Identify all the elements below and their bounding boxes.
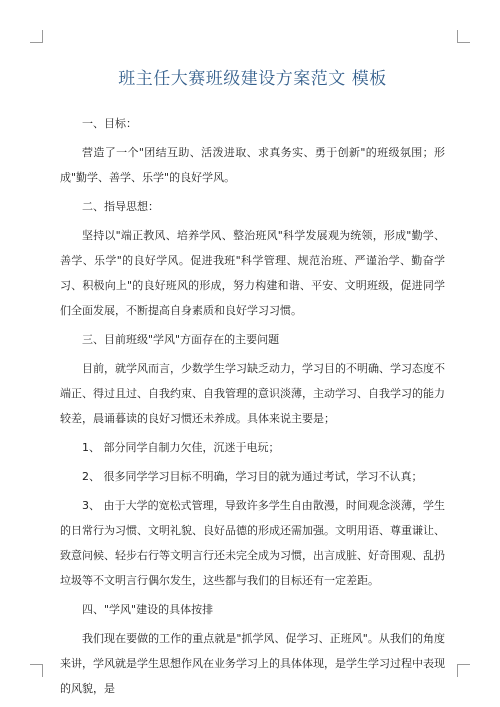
heading-goals: 一、目标： [82, 117, 137, 130]
document-body [60, 64, 445, 701]
page-corner-mark-bottom-left [30, 664, 43, 677]
page-corner-mark-top-left [30, 30, 43, 43]
document-title: 班主任大赛班级建设方案范文 模板 [118, 69, 387, 89]
list-item-2: 2、 很多同学学习目标不明确，学习目的就为通过考试，学习不认真； [82, 470, 423, 483]
page-corner-mark-top-right [457, 30, 470, 43]
list-item-1: 1、 部分同学自制力欠佳，沉迷于电玩； [82, 441, 280, 454]
heading-arrangements: 四、"学风"建设的具体按排 [82, 603, 214, 616]
page-corner-mark-bottom-right [457, 664, 470, 677]
heading-guiding-ideology: 二、指导思想： [82, 200, 159, 213]
paragraph-goals: 营造了一个"团结互助、活泼进取、求真务实、勇于创新"的班级氛围；形成"勤学、善学、乐学"的良好学风。 [60, 146, 445, 184]
paragraph-guiding-ideology: 坚持以"端正教风、培养学风、整治班风"科学发展观为统领，形成"勤学、善学、乐学"的良好学风。促进我班"科学管理、规范治班、严谨治学、勤奋学习、积极向上"的良好班风的形成，努力构建和谐、平安、文明班级，促进同学们全面发展，不断提高自身素质和良好学习习惯。 [60, 229, 445, 317]
paragraph-current-problems: 目前，就学风而言，少数学生学习缺乏动力，学习目的不明确、学习态度不端正、得过且过、自我约束、自我管理的意识淡薄，主动学习、自我学习的能力较差，晨诵暮读的良好习惯还未养成。具体来说主要是； [60, 362, 445, 425]
list-item-3: 3、 由于大学的宽松式管理，导致许多学生自由散漫，时间观念淡薄，学生的日常行为习惯、文明礼貌、良好品德的形成还需加强。文明用语、尊重谦让、致意问候、轻步右行等文明言行还未完全成为习惯，出言成脏、好奇围观、乱扔垃圾等不文明言行偶尔发生，这些都与我们的目标还有一定差距。 [60, 499, 445, 587]
paragraph-arrangements: 我们现在要做的工作的重点就是"抓学风、促学习、正班风"。从我们的角度来讲，学风就是学生思想作风在业务学习上的具体体现，是学生学习过程中表现的风貌，是 [60, 632, 445, 695]
heading-current-problems: 三、目前班级"学风"方面存在的主要问题 [82, 333, 280, 346]
